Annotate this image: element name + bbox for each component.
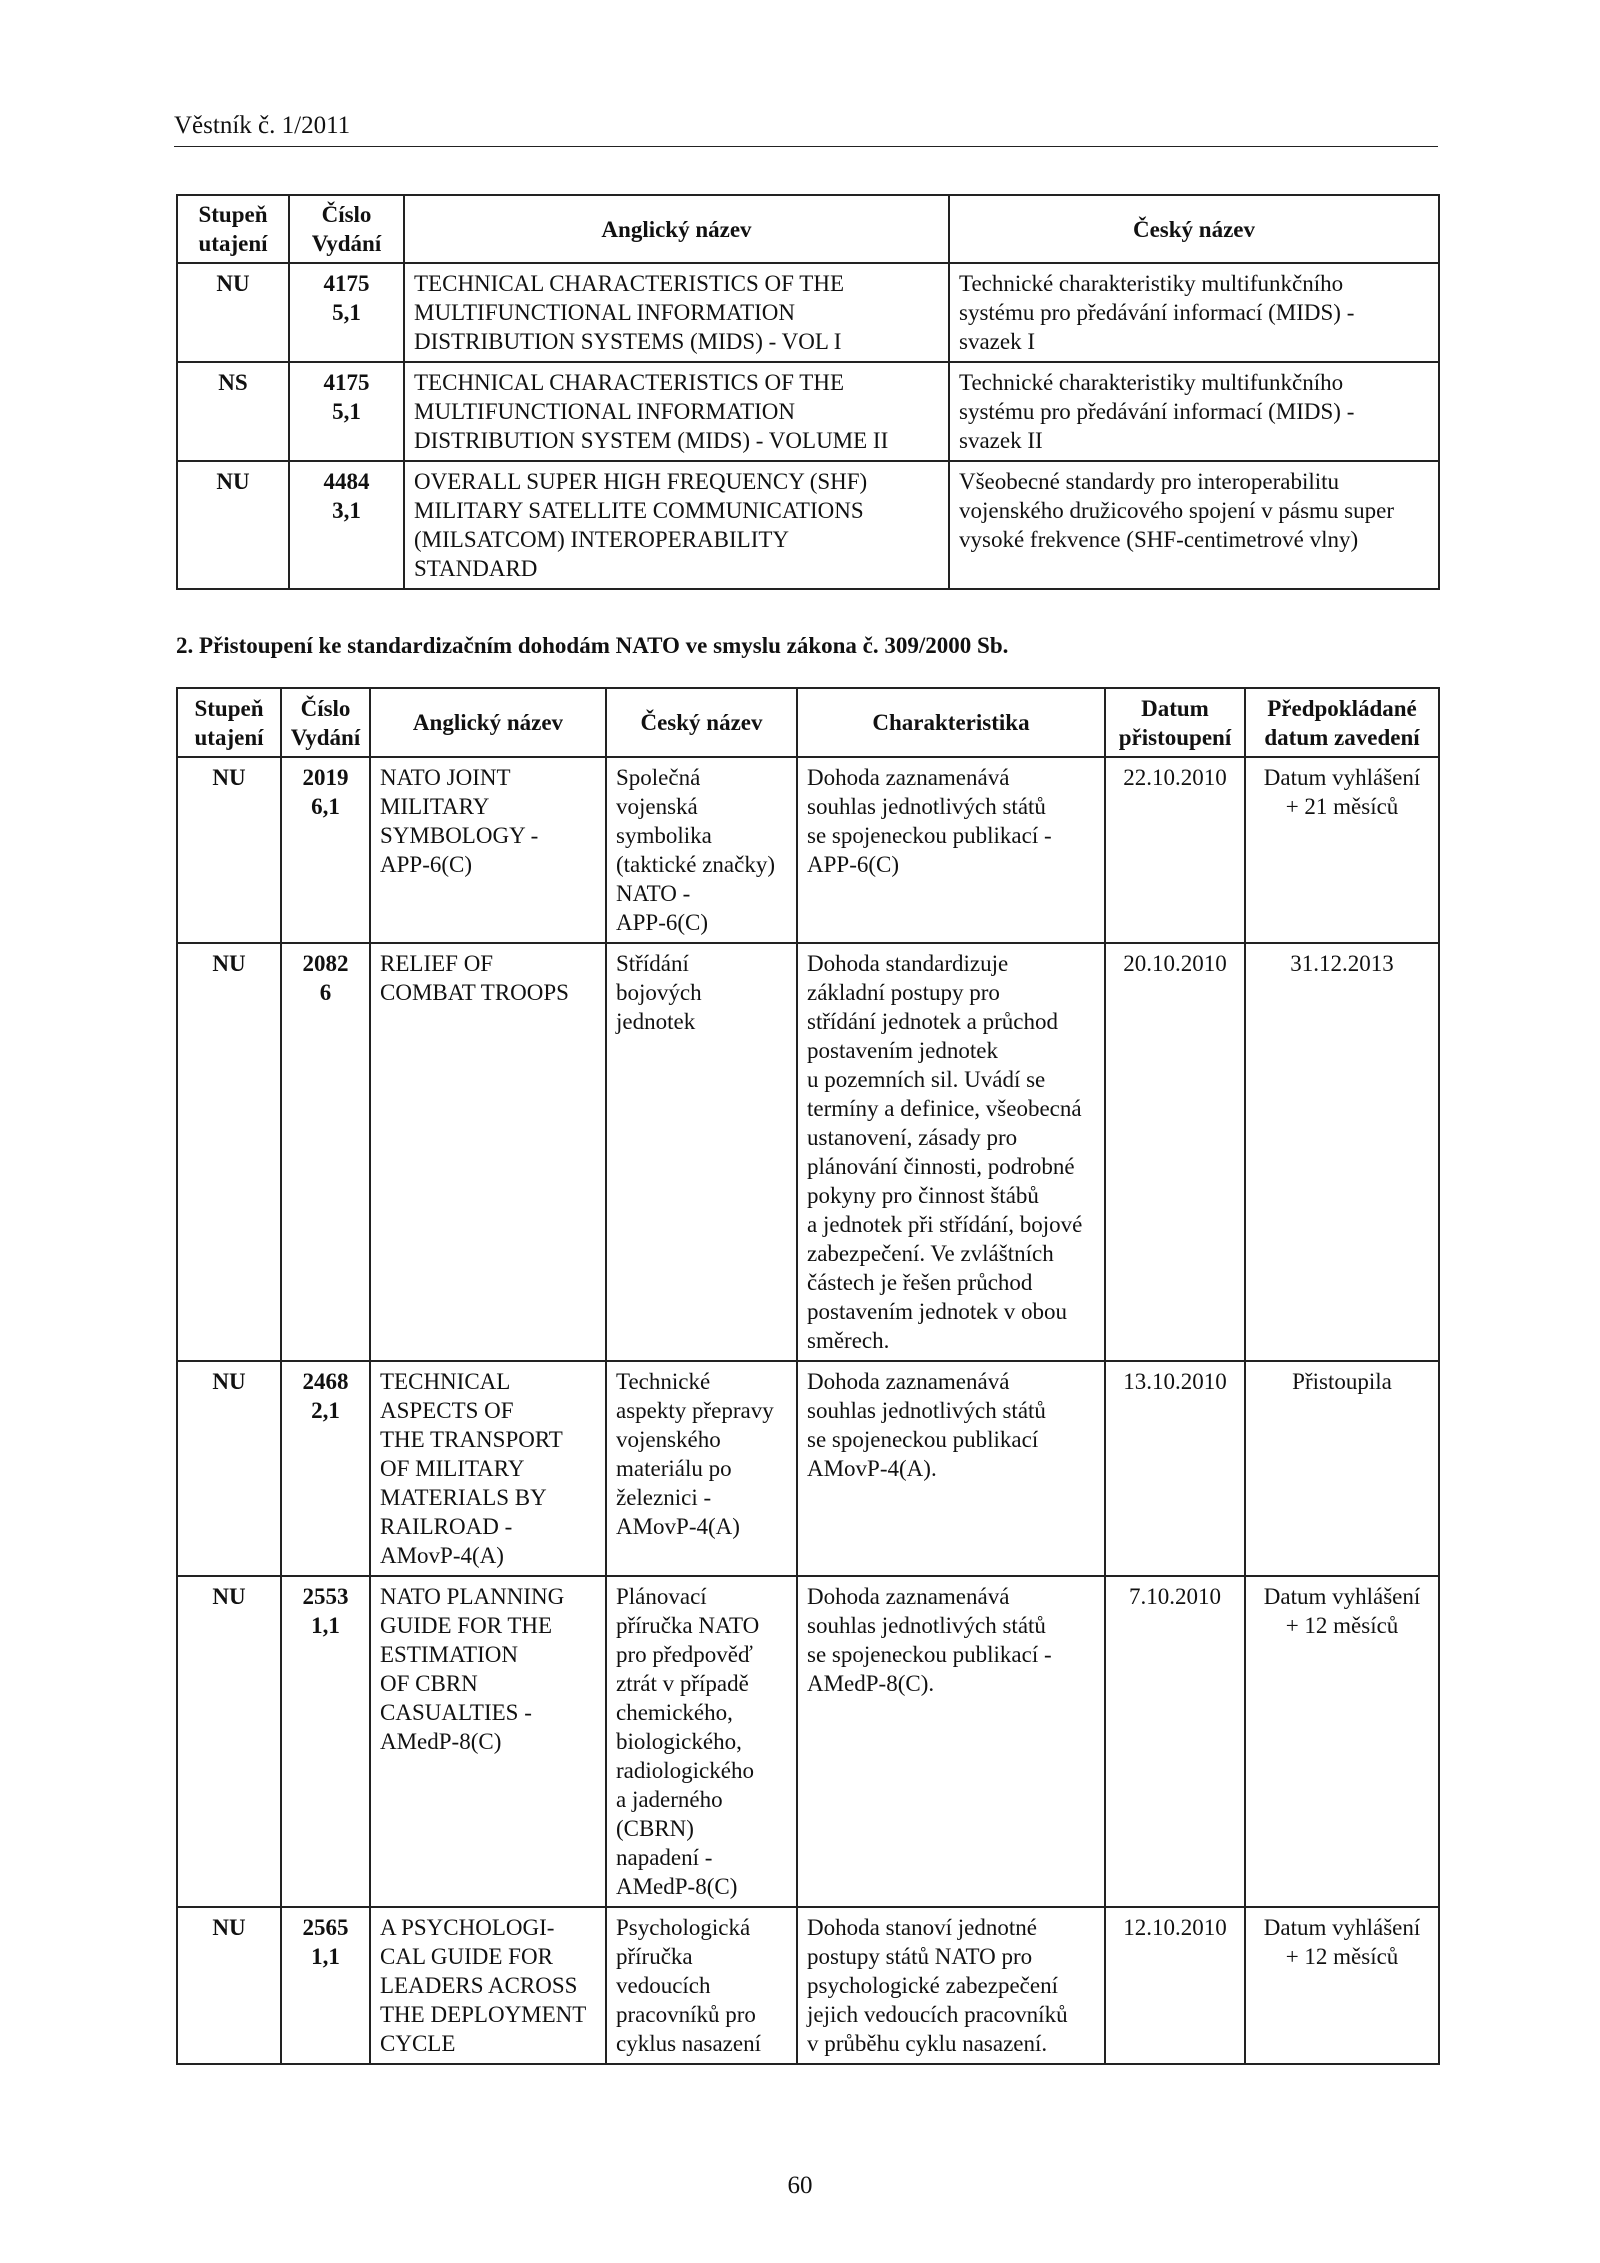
cell-charakteristika: Dohoda zaznamenává souhlas jednotlivých států se spojeneckou publikací - APP-6(C)	[797, 757, 1105, 943]
page-header	[174, 112, 1438, 147]
cell-cislo: 2468 2,1	[281, 1361, 370, 1576]
journal-title: Věstník č. 1/2011	[174, 112, 351, 139]
cell-datum: 22.10.2010	[1105, 757, 1245, 943]
cell-cesky: Plánovací příručka NATO pro předpověď ztrát v případě chemického, biologického, radiologického a jaderného (CBRN) napadení - AMedP-8(C)	[606, 1576, 797, 1907]
cell-charakteristika: Dohoda stanoví jednotné postupy států NATO pro psychologické zabezpečení jejich vedoucích pracovníků v průběhu cyklu nasazení.	[797, 1907, 1105, 2064]
cell-cesky: Střídání bojových jednotek	[606, 943, 797, 1361]
col-header-cislo: Číslo Vydání	[281, 688, 370, 757]
cell-zavedeni: Datum vyhlášení + 21 měsíců	[1245, 757, 1439, 943]
cell-anglicky: TECHNICAL CHARACTERISTICS OF THE MULTIFUNCTIONAL INFORMATION DISTRIBUTION SYSTEM (MIDS) - VOLUME II	[404, 362, 949, 461]
cell-zavedeni: Datum vyhlášení + 12 měsíců	[1245, 1907, 1439, 2064]
cell-stupen: NU	[177, 461, 289, 589]
cell-charakteristika: Dohoda zaznamenává souhlas jednotlivých států se spojeneckou publikací AMovP-4(A).	[797, 1361, 1105, 1576]
cell-cislo: 2082 6	[281, 943, 370, 1361]
page-number: 60	[787, 2172, 813, 2199]
cell-cislo: 4175 5,1	[289, 362, 404, 461]
cell-anglicky: TECHNICAL ASPECTS OF THE TRANSPORT OF MILITARY MATERIALS BY RAILROAD - AMovP-4(A)	[370, 1361, 606, 1576]
col-header-anglicky: Anglický název	[370, 688, 606, 757]
standards-table-2	[176, 687, 1440, 2065]
cell-cislo: 4175 5,1	[289, 263, 404, 362]
cell-cesky: Všeobecné standardy pro interoperabilitu vojenského družicového spojení v pásmu super vysoké frekvence (SHF-centimetrové vlny)	[949, 461, 1439, 589]
cell-stupen: NU	[177, 757, 281, 943]
section-title: 2. Přistoupení ke standardizačním dohodám NATO ve smyslu zákona č. 309/2000 Sb.	[176, 633, 1009, 658]
table-row	[177, 943, 1439, 1361]
cell-cesky: Technické charakteristiky multifunkčního systému pro předávání informací (MIDS) - svazek I	[949, 263, 1439, 362]
cell-cesky: Technické aspekty přepravy vojenského materiálu po železnici - AMovP-4(A)	[606, 1361, 797, 1576]
cell-zavedeni: 31.12.2013	[1245, 943, 1439, 1361]
cell-cislo: 2553 1,1	[281, 1576, 370, 1907]
cell-anglicky: NATO JOINT MILITARY SYMBOLOGY - APP-6(C)	[370, 757, 606, 943]
table-row	[177, 1361, 1439, 1576]
table-row	[177, 757, 1439, 943]
cell-zavedeni: Přistoupila	[1245, 1361, 1439, 1576]
cell-cislo: 2565 1,1	[281, 1907, 370, 2064]
cell-datum: 12.10.2010	[1105, 1907, 1245, 2064]
col-header-stupen: Stupeň utajení	[177, 195, 289, 263]
col-header-zavedeni: Předpokládané datum zavedení	[1245, 688, 1439, 757]
cell-anglicky: NATO PLANNING GUIDE FOR THE ESTIMATION OF CBRN CASUALTIES - AMedP-8(C)	[370, 1576, 606, 1907]
cell-cislo: 2019 6,1	[281, 757, 370, 943]
table-row	[177, 263, 1439, 362]
cell-charakteristika: Dohoda zaznamenává souhlas jednotlivých států se spojeneckou publikací - AMedP-8(C).	[797, 1576, 1105, 1907]
col-header-charakteristika: Charakteristika	[797, 688, 1105, 757]
col-header-cesky: Český název	[949, 195, 1439, 263]
cell-stupen: NU	[177, 1907, 281, 2064]
table2-header-row	[177, 688, 1439, 757]
cell-charakteristika: Dohoda standardizuje základní postupy pro střídání jednotek a průchod postavením jednotek u pozemních sil. Uvádí se termíny a definice, všeobecná ustanovení, zásady pro plánování činnosti, podrobné pokyny pro činnost štábů a jednotek při střídání, bojové zabezpečení. Ve zvláštních částech je řešen průchod postavením jednotek v obou směrech.	[797, 943, 1105, 1361]
table-row	[177, 362, 1439, 461]
cell-cesky: Psychologická příručka vedoucích pracovníků pro cyklus nasazení	[606, 1907, 797, 2064]
cell-stupen: NU	[177, 943, 281, 1361]
cell-anglicky: TECHNICAL CHARACTERISTICS OF THE MULTIFUNCTIONAL INFORMATION DISTRIBUTION SYSTEMS (MIDS) - VOL I	[404, 263, 949, 362]
table-row	[177, 1907, 1439, 2064]
cell-anglicky: A PSYCHOLOGI- CAL GUIDE FOR LEADERS ACROSS THE DEPLOYMENT CYCLE	[370, 1907, 606, 2064]
cell-stupen: NU	[177, 1576, 281, 1907]
cell-stupen: NU	[177, 1361, 281, 1576]
table-row	[177, 1576, 1439, 1907]
col-header-datum: Datum přistoupení	[1105, 688, 1245, 757]
col-header-anglicky: Anglický název	[404, 195, 949, 263]
cell-stupen: NS	[177, 362, 289, 461]
cell-datum: 7.10.2010	[1105, 1576, 1245, 1907]
cell-zavedeni: Datum vyhlášení + 12 měsíců	[1245, 1576, 1439, 1907]
cell-stupen: NU	[177, 263, 289, 362]
cell-cesky: Technické charakteristiky multifunkčního systému pro předávání informací (MIDS) - svazek II	[949, 362, 1439, 461]
cell-anglicky: OVERALL SUPER HIGH FREQUENCY (SHF) MILITARY SATELLITE COMMUNICATIONS (MILSATCOM) INTEROPERABILITY STANDARD	[404, 461, 949, 589]
col-header-cislo: Číslo Vydání	[289, 195, 404, 263]
cell-cesky: Společná vojenská symbolika (taktické značky) NATO - APP-6(C)	[606, 757, 797, 943]
col-header-cesky: Český název	[606, 688, 797, 757]
cell-datum: 20.10.2010	[1105, 943, 1245, 1361]
cell-anglicky: RELIEF OF COMBAT TROOPS	[370, 943, 606, 1361]
table-row	[177, 461, 1439, 589]
table1-header-row	[177, 195, 1439, 263]
standards-table-1	[176, 194, 1440, 590]
cell-datum: 13.10.2010	[1105, 1361, 1245, 1576]
cell-cislo: 4484 3,1	[289, 461, 404, 589]
col-header-stupen: Stupeň utajení	[177, 688, 281, 757]
